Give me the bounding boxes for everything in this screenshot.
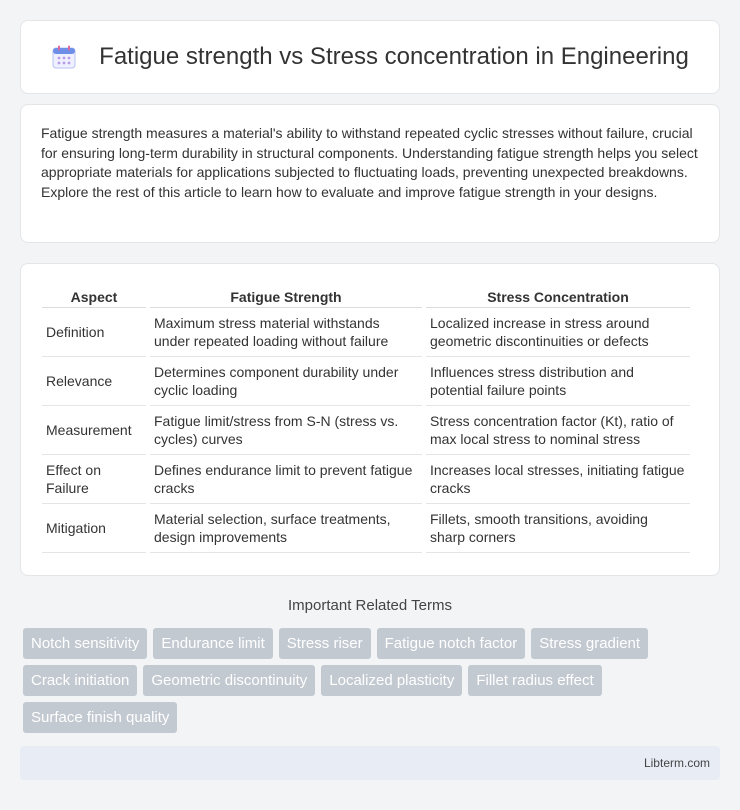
footer — [20, 746, 720, 780]
table-cell: Localized increase in stress around geometric discontinuities or defects — [426, 308, 690, 357]
related-term-tag[interactable]: Localized plasticity — [321, 665, 462, 696]
intro-text: Fatigue strength measures a material's ability to withstand repeated cyclic stresses without failure, crucial for ensuring long-term durability in structural components. Understanding fatigue strength helps you select appropriate materials for applications subjected to fluctuating loads, preventing unexpected breakdowns. Explore the rest of this article to learn how to evaluate and improve fatigue strength in your designs. — [41, 125, 698, 200]
related-term-tag[interactable]: Notch sensitivity — [23, 628, 147, 659]
header-card — [20, 20, 720, 94]
related-term-tag[interactable]: Geometric discontinuity — [143, 665, 315, 696]
related-terms-list — [23, 628, 723, 739]
table-row — [42, 308, 690, 357]
related-term-tag[interactable]: Fillet radius effect — [468, 665, 601, 696]
table-cell: Definition — [42, 308, 146, 357]
related-terms-title: Important Related Terms — [288, 597, 452, 614]
table-cell: Defines endurance limit to prevent fatigue cracks — [150, 455, 422, 504]
table-cell: Fatigue limit/stress from S-N (stress vs. cycles) curves — [150, 406, 422, 455]
table-header-row — [42, 284, 690, 308]
column-header: Stress Concentration — [426, 284, 690, 308]
table-row — [42, 504, 690, 553]
table-cell: Influences stress distribution and potential failure points — [426, 357, 690, 406]
table-cell: Maximum stress material withstands under repeated loading without failure — [150, 308, 422, 357]
table-row — [42, 357, 690, 406]
table-cell: Effect on Failure — [42, 455, 146, 504]
table-cell: Material selection, surface treatments, design improvements — [150, 504, 422, 553]
related-term-tag[interactable]: Stress riser — [279, 628, 371, 659]
footer-site-link[interactable]: Libterm.com — [643, 756, 710, 770]
column-header: Fatigue Strength — [150, 284, 422, 308]
comparison-card — [20, 263, 720, 576]
table-cell: Fillets, smooth transitions, avoiding sharp corners — [426, 504, 690, 553]
table-cell: Determines component durability under cyclic loading — [150, 357, 422, 406]
table-cell: Mitigation — [42, 504, 146, 553]
table-cell: Stress concentration factor (Kt), ratio of max local stress to nominal stress — [426, 406, 690, 455]
page-title: Fatigue strength vs Stress concentration in Engineering — [99, 43, 689, 70]
related-term-tag[interactable]: Surface finish quality — [23, 702, 177, 733]
intro-card — [20, 104, 720, 243]
related-term-tag[interactable]: Stress gradient — [531, 628, 648, 659]
table-cell: Increases local stresses, initiating fatigue cracks — [426, 455, 690, 504]
calendar-icon — [51, 44, 77, 70]
table-row — [42, 406, 690, 455]
related-term-tag[interactable]: Endurance limit — [153, 628, 272, 659]
comparison-table — [38, 284, 694, 553]
table-cell: Measurement — [42, 406, 146, 455]
related-term-tag[interactable]: Fatigue notch factor — [377, 628, 526, 659]
table-cell: Relevance — [42, 357, 146, 406]
related-term-tag[interactable]: Crack initiation — [23, 665, 137, 696]
table-row — [42, 455, 690, 504]
column-header: Aspect — [42, 284, 146, 308]
